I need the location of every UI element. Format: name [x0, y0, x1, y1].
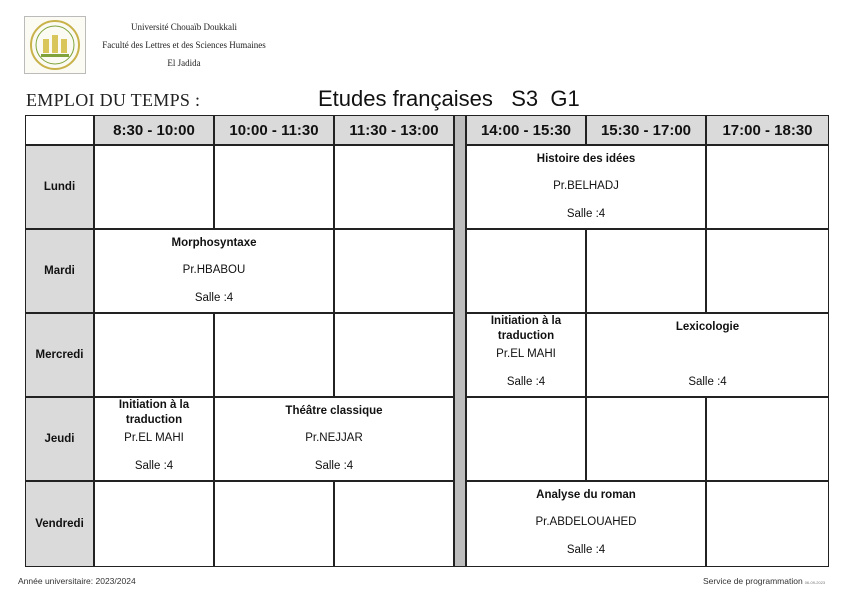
course-title: Histoire des idées: [536, 153, 636, 165]
course-professor: Pr.BELHADJ: [553, 180, 619, 192]
grid-corner: [25, 115, 94, 145]
course-room: Salle :4: [688, 376, 727, 388]
day-label: Mercredi: [25, 313, 94, 397]
course-block: [586, 313, 829, 397]
university-logo: [24, 16, 86, 74]
course-title: Morphosyntaxe: [171, 237, 257, 249]
faculty-name: Faculté des Lettres et des Sciences Humaines: [102, 40, 266, 50]
empty-slot: [334, 481, 454, 567]
course-block: [94, 229, 334, 313]
empty-slot: [214, 313, 334, 397]
city-name: El Jadida: [167, 58, 201, 68]
course-room: Salle :4: [566, 544, 606, 556]
course-title: Initiation à la traduction: [490, 315, 562, 342]
empty-slot: [334, 313, 454, 397]
course-room: Salle :4: [506, 376, 546, 388]
timetable-grid: [25, 115, 829, 567]
time-slot-header: 15:30 - 17:00: [586, 115, 706, 145]
empty-slot: [706, 229, 829, 313]
empty-slot: [334, 145, 454, 229]
time-slot-header: 14:00 - 15:30: [466, 115, 586, 145]
empty-slot: [214, 145, 334, 229]
print-date: 06-09-2023: [804, 580, 826, 585]
course-block: [466, 145, 706, 229]
emploi-label: EMPLOI DU TEMPS :: [26, 90, 201, 110]
service-label: [703, 576, 825, 586]
course-professor: Pr.EL MAHI: [496, 348, 556, 360]
empty-slot: [706, 145, 829, 229]
course-professor: Pr.NEJJAR: [305, 432, 363, 444]
course-professor: Pr.EL MAHI: [124, 432, 184, 444]
program-title: Etudes françaises S3 G1: [318, 86, 580, 111]
day-label: Vendredi: [25, 481, 94, 567]
course-room: Salle :4: [194, 292, 234, 304]
time-slot-header: 11:30 - 13:00: [334, 115, 454, 145]
empty-slot: [94, 145, 214, 229]
empty-slot: [94, 481, 214, 567]
day-label: Jeudi: [25, 397, 94, 481]
course-title: Initiation à la traduction: [118, 399, 190, 426]
service-name: Service de programmation: [703, 576, 803, 586]
course-title: Analyse du roman: [536, 489, 636, 501]
course-room: Salle :4: [134, 460, 174, 472]
empty-slot: [586, 397, 706, 481]
empty-slot: [334, 229, 454, 313]
empty-slot: [706, 397, 829, 481]
course-title: Théâtre classique: [285, 405, 383, 417]
empty-slot: [466, 397, 586, 481]
course-professor: Pr.ABDELOUAHED: [535, 516, 637, 528]
academic-year: Année universitaire: 2023/2024: [18, 576, 136, 586]
university-name: Université Chouaïb Doukkali: [131, 22, 237, 32]
time-slot-header: 10:00 - 11:30: [214, 115, 334, 145]
lunch-separator: [454, 115, 466, 567]
empty-slot: [706, 481, 829, 567]
empty-slot: [214, 481, 334, 567]
course-block: [214, 397, 454, 481]
day-label: Mardi: [25, 229, 94, 313]
empty-slot: [586, 229, 706, 313]
day-label: Lundi: [25, 145, 94, 229]
empty-slot: [94, 313, 214, 397]
empty-slot: [466, 229, 586, 313]
course-block: [94, 397, 214, 481]
course-room: Salle :4: [566, 208, 606, 220]
course-room: Salle :4: [314, 460, 354, 472]
time-slot-header: 8:30 - 10:00: [94, 115, 214, 145]
course-professor: Pr.HBABOU: [182, 264, 246, 276]
course-block: [466, 313, 586, 397]
course-block: [466, 481, 706, 567]
course-title: Lexicologie: [675, 321, 740, 333]
time-slot-header: 17:00 - 18:30: [706, 115, 829, 145]
